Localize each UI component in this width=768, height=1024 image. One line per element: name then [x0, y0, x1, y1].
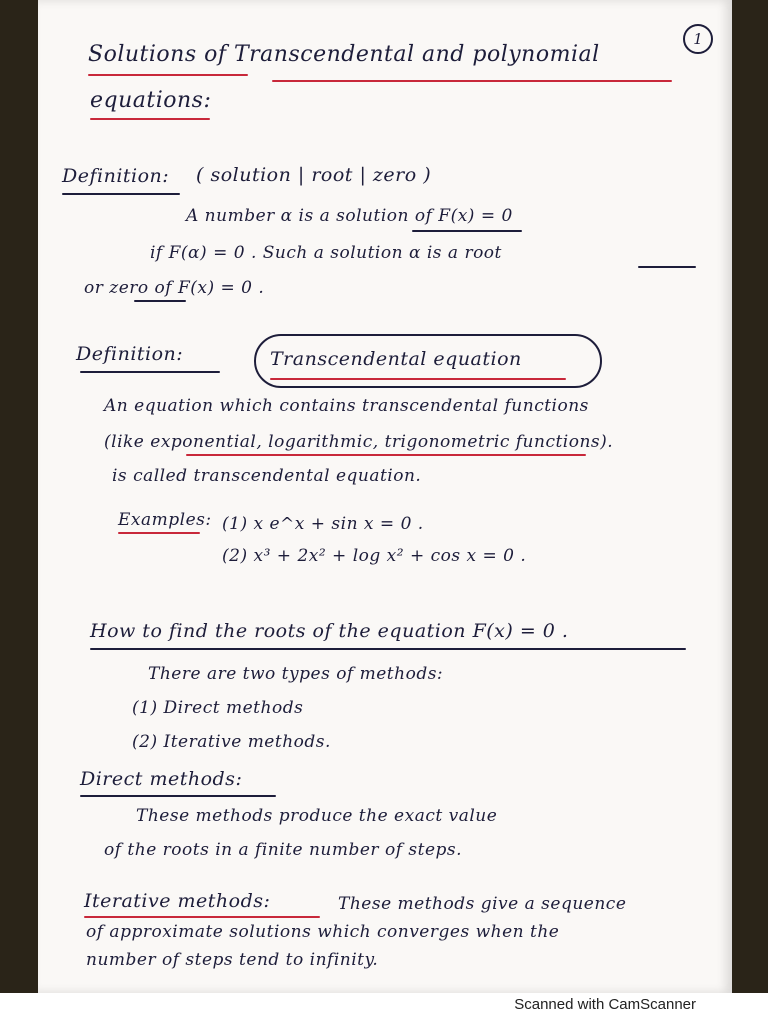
roots-heading: How to find the roots of the equation F(x) = 0 .	[90, 620, 569, 642]
title-underline-3	[90, 118, 210, 120]
zero-underline	[134, 300, 186, 302]
title-underline-2	[272, 80, 672, 82]
root-underline	[638, 266, 696, 268]
example-2: (2) x³ + 2x² + log x² + cos x = 0 .	[222, 546, 527, 566]
direct-methods-heading: Direct methods:	[80, 768, 243, 790]
direct-methods-line-1: These methods produce the exact value	[136, 806, 498, 826]
definition-1-label: Definition:	[62, 165, 170, 187]
definition-1-line-3: or zero of F(x) = 0 .	[84, 278, 265, 298]
examples-label: Examples:	[118, 510, 212, 530]
definition-2-line-2: (like exponential, logarithmic, trigonometric functions).	[104, 432, 614, 452]
definition-2-term: Transcendental equation	[270, 348, 522, 370]
definition-2-line-3: is called transcendental equation.	[112, 466, 422, 486]
title-line-1: Solutions of Transcendental and polynomial	[88, 42, 600, 67]
definition-1-line-2: if F(α) = 0 . Such a solution α is a root	[150, 243, 502, 263]
example-1: (1) x e^x + sin x = 0 .	[222, 514, 424, 534]
definition-1-underline	[62, 193, 180, 195]
camscanner-watermark: Scanned with CamScanner	[514, 996, 696, 1013]
page-number: 1	[683, 24, 713, 54]
definition-2-line-1: An equation which contains transcendental functions	[104, 396, 589, 416]
iterative-methods-line-1: These methods give a sequence	[338, 894, 627, 914]
iterative-methods-heading: Iterative methods:	[84, 890, 271, 912]
definition-2-label: Definition:	[76, 343, 184, 365]
direct-methods-underline	[80, 795, 276, 797]
definition-1-term: ( solution | root | zero )	[196, 164, 432, 186]
solution-underline	[412, 230, 522, 232]
definition-2-underline	[80, 371, 220, 373]
iterative-methods-line-3: number of steps tend to infinity.	[86, 950, 379, 970]
direct-methods-line-2: of the roots in a finite number of steps.	[104, 840, 463, 860]
iterative-methods-underline	[84, 916, 320, 918]
definition-2-term-underline	[270, 378, 566, 380]
methods-intro: There are two types of methods:	[148, 664, 444, 684]
definition-1-line-1: A number α is a solution of F(x) = 0	[186, 206, 513, 226]
examples-underline	[118, 532, 200, 534]
roots-heading-underline	[90, 648, 686, 650]
iterative-methods-line-2: of approximate solutions which converges when the	[86, 922, 560, 942]
function-types-underline	[186, 454, 586, 456]
title-underline-1	[88, 74, 248, 76]
method-2: (2) Iterative methods.	[132, 732, 331, 752]
method-1: (1) Direct methods	[132, 698, 304, 718]
title-line-2: equations:	[90, 88, 212, 113]
